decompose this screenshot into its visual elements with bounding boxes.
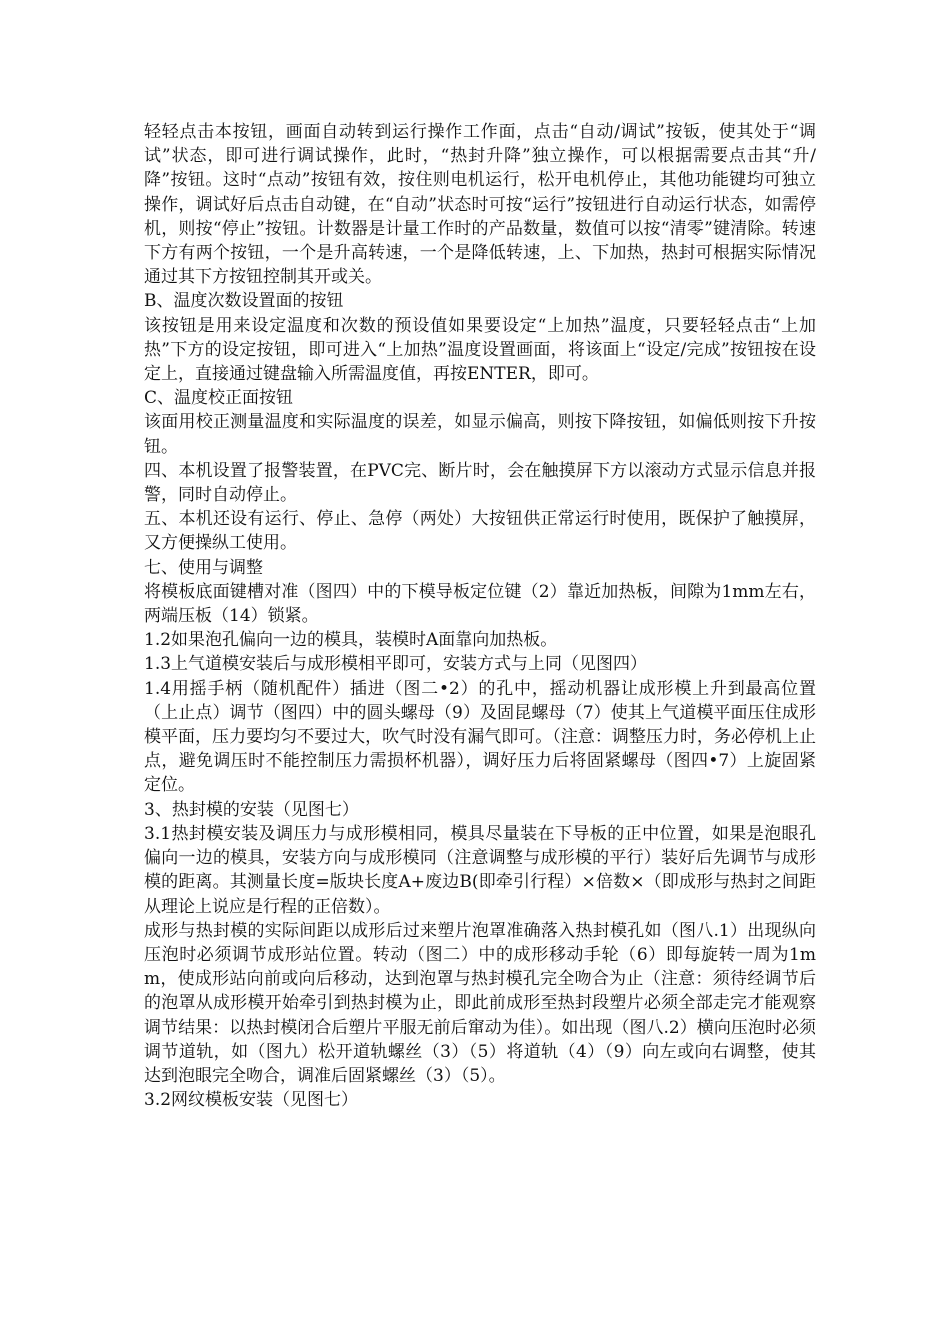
paragraph-3-2: 3.2网纹模板安装（见图七） [144,1090,359,1111]
paragraph-3-1: 3.1热封模安装及调压力与成形模相同，模具尽量装在下导板的正中位置，如果是泡眼孔偏向一边的模具，安装方向与成形模同（注意调整与成形模的平行）装好后先调节与成形模的距离。其测量长度=版块长度A+废边B(即牵引行程）×倍数×（即成形与热封之间距从理论上说应是行程的正倍数）。 [144,823,816,917]
heading-use-and-adjust: 七、使用与调整 [144,557,263,578]
paragraph-1-4: 1.4用摇手柄（随机配件）插进（图二•2）的孔中，摇动机器让成形模上升到最高位置（上止点）调节（图四）中的圆头螺母（9）及固昆螺母（7）使其上气道模平面压住成形模平面，压力要均匀不要过大，吹气时没有漏气即可。（注意：调整压力时，务必停机上止点，避免调压时不能控制压力需损杯机器），调好压力后将固紧螺母（图四•7）上旋固紧定位。 [144,678,816,796]
paragraph-big-buttons: 五、本机还设有运行、停止、急停（两处）大按钮供正常运行时使用，既保护了触摸屏，又方便操纵工使用。 [144,509,816,554]
heading-temperature-calibration: C、温度校正面按钮 [144,388,294,409]
paragraph-1-3: 1.3上气道模安装后与成形模相平即可，安装方式与上同（见图四） [144,654,648,675]
paragraph-alarm: 四、本机设置了报警装置，在PVC完、断片时，会在触摸屏下方以滚动方式显示信息并报警，同时自动停止。 [144,460,816,506]
heading-heat-seal-mold: 3、热封模的安装（见图七） [144,799,359,820]
paragraph-temperature-calibration: 该面用校正测量温度和实际温度的误差，如显示偏高，则按下降按钮，如偏低则按下升按钮。 [144,412,816,457]
paragraph-mold-alignment: 将模板底面键槽对准（图四）中的下模导板定位键（2）靠近加热板，间隙为1mm左右，两端压板（14）锁紧。 [144,581,816,627]
paragraph-debug-operation: 轻轻点击本按钮，画面自动转到运行操作工作面，点击“自动/调试”按钣，使其处于“调试”状态，即可进行调试操作，此时，“热封升降”独立操作，可以根据需要点击其“升/降”按钮。这时“点动”按钮有效，按住则电机运行，松开电机停止，其他功能键均可独立操作，调试好后点击自动键，在“自动”状态时可按“运行”按钮进行自动运行状态，如需停机，则按“停止”按钮。计数器是计量工作时的产品数量，数值可以按“清零”键清除。转速下方有两个按钮，一个是升高转速，一个是降低转速，上、下加热，热封可根据实际情况通过其下方按钮控制其开或关。 [144,122,816,288]
heading-temperature-count-buttons: B、温度次数设置面的按钮 [144,291,344,312]
paragraph-temperature-setting: 该按钮是用来设定温度和次数的预设值如果要设定“上加热”温度，只要轻轻点击“上加热”下方的设定按钮，即可进入“上加热”温度设置画面，将该面上“设定/完成”按钮按在设定上，直接通过键盘输入所需温度值，再按ENTER，即可。 [144,315,816,385]
document-page [144,120,816,1112]
paragraph-1-2: 1.2如果泡孔偏向一边的模具，装模时A面靠向加热板。 [144,630,558,651]
paragraph-spacing-adjust: 成形与热封模的实际间距以成形后过来塑片泡罩准确落入热封模孔如（图八.1）出现纵向压泡时必须调节成形站位置。转动（图二）中的成形移动手轮（6）即每旋转一周为1mm，使成形站向前或向后移动，达到泡罩与热封模孔完全吻合为止（注意：须待经调节后的泡罩从成形模开始牵引到热封模为止，即此前成形至热封段塑片必须全部走完才能观察调节结果：以热封模闭合后塑片平服无前后窜动为佳）。如出现（图八.2）横向压泡时必须调节道轨，如（图九）松开道轨螺丝（3）（5）将道轨（4）（9）向左或向右调整，使其达到泡眼完全吻合，调准后固紧螺丝（3）（5）。 [144,920,816,1086]
